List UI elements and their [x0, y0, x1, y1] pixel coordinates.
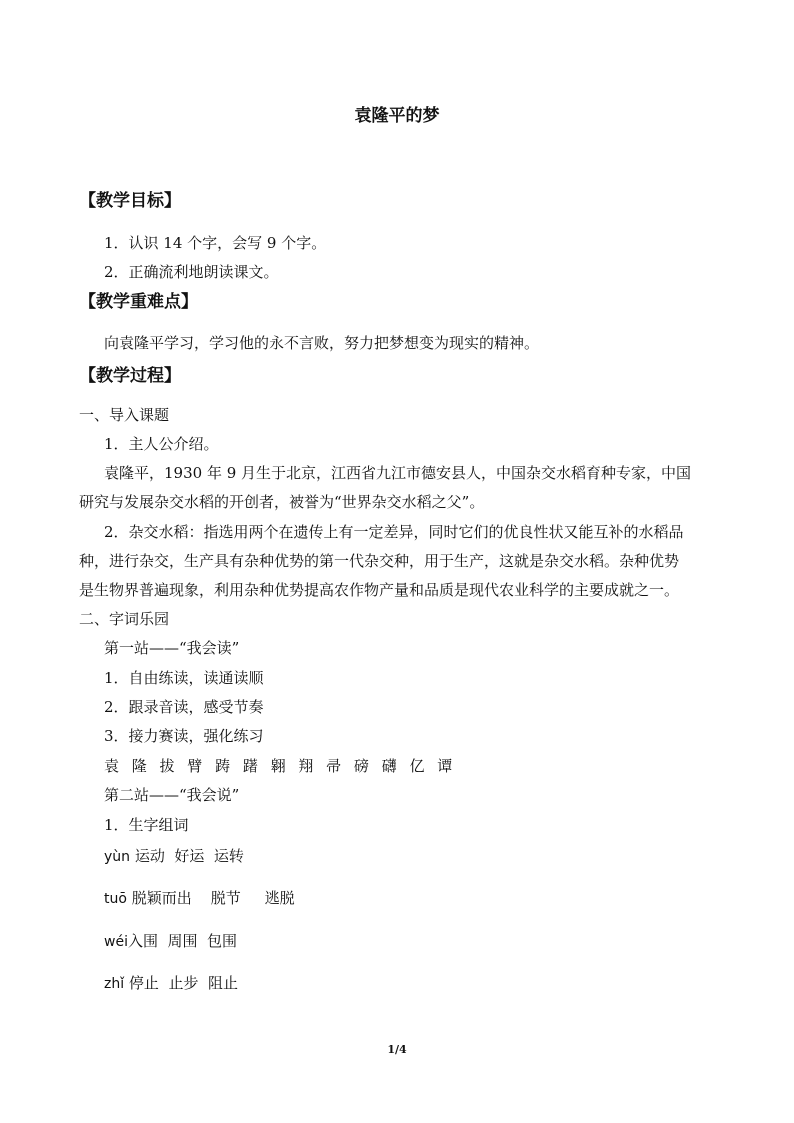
- document-title: 袁隆平的梦: [354, 106, 440, 126]
- pinyin-label: zhǐ: [104, 976, 125, 992]
- word-group-wei: [104, 931, 237, 952]
- station-1-heading: 第一站——“我会读”: [104, 639, 240, 657]
- station-1-step-2: 2．跟录音读，感受节奏: [104, 698, 264, 716]
- part-1-item-2-line-1: 2．杂交水稻：指选用两个在遗传上有一定差异，同时它们的优良性状又能互补的水稻品: [104, 523, 684, 541]
- teaching-goals-heading: 【教学目标】: [79, 191, 181, 211]
- word-list: 入围 周围 包围: [127, 932, 238, 950]
- pinyin-label: tuō: [104, 891, 127, 907]
- part-1-item-2-line-3: 是生物界普遍现象，利用杂种优势提高农作物产量和品质是现代农业科学的主要成就之一。: [79, 581, 680, 599]
- pinyin-label: yùn: [104, 849, 131, 865]
- word-list: 运动 好运 运转: [134, 847, 244, 865]
- station-1-step-1: 1．自由练读，读通读顺: [104, 669, 264, 687]
- word-group-tuo: [104, 888, 295, 909]
- key-points-text: 向袁隆平学习，学习他的永不言败，努力把梦想变为现实的精神。: [104, 334, 540, 352]
- pinyin-label: wéi: [104, 934, 128, 950]
- page-number: 1/4: [387, 1043, 407, 1056]
- teaching-process-heading: 【教学过程】: [79, 366, 181, 386]
- word-list: 脱颖而出 脱节 逃脱: [131, 889, 295, 907]
- part-1-heading: 一、导入课题: [79, 406, 170, 424]
- word-list: 停止 止步 阻止: [128, 974, 238, 992]
- intro-line-2: 研究与发展杂交水稻的开创者，被誉为“世界杂交水稻之父”。: [79, 493, 485, 511]
- words-heading: 1．生字组词: [104, 816, 189, 834]
- part-2-heading: 二、字词乐园: [79, 610, 170, 628]
- word-group-yun: [104, 846, 244, 867]
- part-1-item-1: 1．主人公介绍。: [104, 435, 219, 453]
- station-2-heading: 第二站——“我会说”: [104, 786, 240, 804]
- key-points-heading: 【教学重难点】: [79, 292, 198, 312]
- station-1-step-3: 3．接力赛读，强化练习: [104, 727, 264, 745]
- intro-line-1: 袁隆平，1930 年 9 月生于北京，江西省九江市德安县人，中国杂交水稻育种专家，中国: [104, 464, 692, 482]
- goal-item-2: 2．正确流利地朗读课文。: [104, 263, 279, 281]
- word-group-zhi: [104, 973, 238, 994]
- goal-item-1: 1．认识 14 个字，会写 9 个字。: [104, 234, 327, 252]
- new-characters-list: 袁 隆 拔 臂 踌 躇 翱 翔 帚 磅 礴 亿 谭: [104, 757, 457, 775]
- part-1-item-2-line-2: 种，进行杂交，生产具有杂种优势的第一代杂交种，用于生产，这就是杂交水稻。杂种优势: [79, 552, 680, 570]
